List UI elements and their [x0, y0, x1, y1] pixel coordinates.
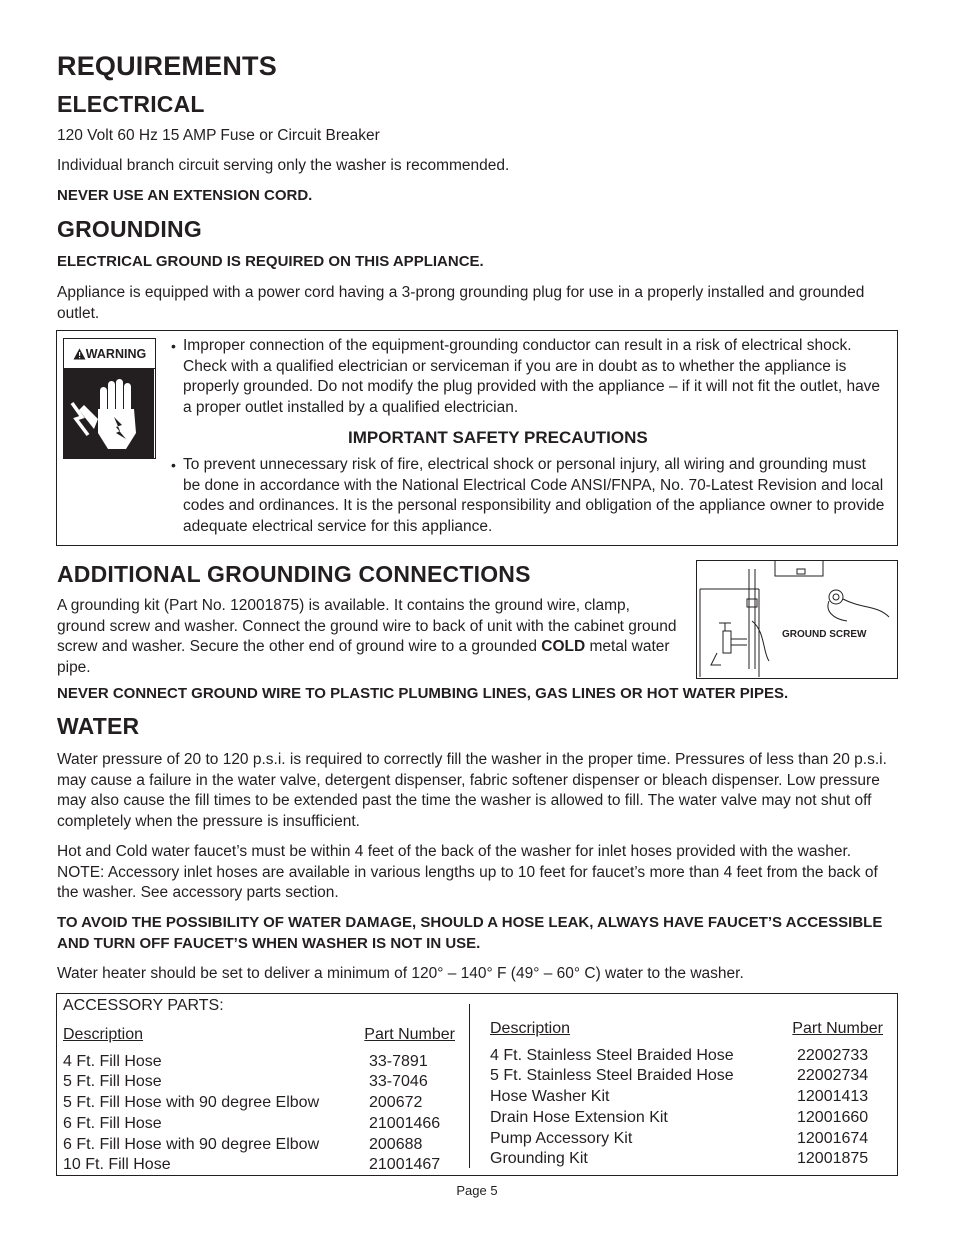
- right-col-part-number: Part Number: [792, 1020, 883, 1037]
- accessory-parts-box: [56, 993, 898, 1176]
- ground-screw-label: GROUND SCREW: [782, 629, 867, 640]
- part-number: 12001875: [797, 1150, 869, 1168]
- part-number: 12001413: [797, 1088, 869, 1106]
- table-row: [63, 1135, 455, 1156]
- accessory-title: ACCESSORY PARTS:: [63, 997, 224, 1014]
- right-col-description: Description: [490, 1020, 571, 1037]
- part-description: Pump Accessory Kit: [490, 1129, 633, 1147]
- table-row: [490, 1066, 883, 1087]
- table-row: [490, 1087, 883, 1108]
- ground-screw-figure: [696, 560, 898, 679]
- table-row: [490, 1108, 883, 1129]
- part-number: 33-7046: [369, 1073, 428, 1091]
- part-description: 4 Ft. Stainless Steel Braided Hose: [490, 1046, 734, 1064]
- table-row: [490, 1129, 883, 1150]
- left-col-part-number: Part Number: [364, 1026, 455, 1043]
- warning-label: WARNING: [85, 346, 147, 361]
- additional-grounding-heading: ADDITIONAL GROUNDING CONNECTIONS: [57, 561, 531, 587]
- ground-screw-illustration: [697, 561, 896, 677]
- part-number: 12001660: [797, 1108, 869, 1126]
- accessory-left-table: [63, 1025, 455, 1176]
- warning-bullet-2: • To prevent unnecessary risk of fire, electrical shock or personal injury, all wiring and grounding must be done in accordance with the National Electrical Code ANSI/FNPA, No. 70-Latest Revision and local codes and ordinances. It is the personal responsibility and obligation of the appliance owner to provide adequate electrical service for this appliance.: [171, 455, 886, 537]
- precautions-heading: IMPORTANT SAFETY PRECAUTIONS: [348, 428, 648, 447]
- alert-triangle-icon: [73, 348, 86, 360]
- part-description: 5 Ft. Fill Hose with 90 degree Elbow: [63, 1094, 320, 1112]
- left-rows: [63, 1052, 455, 1176]
- grounding-heading: GROUNDING: [57, 216, 202, 242]
- warning-bullet-1-text: Improper connection of the equipment-grounding conductor can result in a risk of electrical shock. Check with a qualified electrician or serviceman if you are in doubt as to whether the appliance is properly grounded. Do not modify the plug provided with the appliance – if it will not fit the outlet, have a proper outlet installed by a qualified electrician.: [183, 337, 881, 416]
- water-paragraph-2: Hot and Cold water faucet’s must be within 4 feet of the back of the washer for inlet hoses provided with the washer. NOTE: Accessory inlet hoses are available in various lengths up to 10 feet for faucet’s more than 4 feet from the back of the washer. See accessory parts section.: [57, 843, 878, 901]
- part-description: Hose Washer Kit: [490, 1088, 610, 1106]
- water-paragraph-1: Water pressure of 20 to 120 p.s.i. is required to correctly fill the washer in the proper time. Pressures of less than 20 p.s.i. may cause a failure in the water valve, detergent dispenser, fabric softener dispenser or bleach dispenser. Low pressure may also cause the fill times to be extended past the time the washer is allowed to fill. The water valve may not shut off completely when the pressure is insufficient.: [57, 751, 887, 830]
- part-number: 22002733: [797, 1046, 869, 1064]
- left-col-description: Description: [63, 1026, 144, 1043]
- right-rows: [490, 1046, 883, 1170]
- water-heater-text: Water heater should be set to deliver a minimum of 120° – 140° F (49° – 60° C) water to the washer.: [57, 965, 744, 982]
- part-number: 200688: [369, 1135, 423, 1153]
- table-row: [63, 1155, 455, 1176]
- accessory-right-table: [490, 1019, 883, 1170]
- column-divider: [469, 1004, 470, 1168]
- warning-symbol: [63, 338, 156, 459]
- grounding-required: ELECTRICAL GROUND IS REQUIRED ON THIS APPLIANCE.: [57, 253, 484, 270]
- warning-bullet-2-text: To prevent unnecessary risk of fire, electrical shock or personal injury, all wiring and grounding must be done in accordance with the National Electrical Code ANSI/FNPA, No. 70-Latest Revision and local codes and ordinances. It is the personal responsibility and obligation of the appliance owner to provide adequate electrical service for this appliance.: [183, 456, 885, 535]
- page-title: REQUIREMENTS: [57, 51, 277, 81]
- table-row: [63, 1052, 455, 1073]
- page-number: Page 5: [456, 1183, 498, 1198]
- cold-emphasis: COLD: [541, 638, 586, 655]
- part-number: 22002734: [797, 1067, 869, 1085]
- extension-cord-warning: NEVER USE AN EXTENSION CORD.: [57, 187, 313, 204]
- warning-box: [56, 330, 898, 546]
- table-row: [63, 1114, 455, 1135]
- electrical-line-1: 120 Volt 60 Hz 15 AMP Fuse or Circuit Breaker: [57, 127, 380, 144]
- table-row: [490, 1046, 883, 1067]
- additional-grounding-text: A grounding kit (Part No. 12001875) is available. It contains the ground wire, clamp, ground screw and washer. Connect the ground wire to back of unit with the cabinet ground screw and washer. Secure the other end of ground wire to a grounded COLD metal water pipe.: [57, 597, 677, 676]
- ground-wire-warning: NEVER CONNECT GROUND WIRE TO PLASTIC PLUMBING LINES, GAS LINES OR HOT WATER PIPES.: [57, 685, 789, 702]
- part-description: 6 Ft. Fill Hose with 90 degree Elbow: [63, 1135, 320, 1153]
- water-damage-warning: TO AVOID THE POSSIBILITY OF WATER DAMAGE, SHOULD A HOSE LEAK, ALWAYS HAVE FAUCET’S ACCESSIBLE AND TURN OFF FAUCET’S WHEN WASHER IS NOT IN USE.: [57, 914, 883, 952]
- part-description: Drain Hose Extension Kit: [490, 1108, 668, 1126]
- table-row: [490, 1149, 883, 1170]
- part-number: 21001466: [369, 1114, 441, 1132]
- part-number: 200672: [369, 1094, 423, 1112]
- warning-bullet-1: • Improper connection of the equipment-grounding conductor can result in a risk of electrical shock. Check with a qualified electrician or serviceman if you are in doubt as to whether the appliance is properly grounded. Do not modify the plug provided with the appliance – if it will not fit the outlet, have a proper outlet installed by a qualified electrician.: [171, 336, 886, 418]
- grounding-text: Appliance is equipped with a power cord having a 3-prong grounding plug for use in a properly installed and grounded outlet.: [57, 284, 865, 322]
- part-description: 6 Ft. Fill Hose: [63, 1114, 162, 1132]
- electrical-line-2: Individual branch circuit serving only the washer is recommended.: [57, 157, 510, 174]
- part-number: 33-7891: [369, 1052, 428, 1070]
- part-description: 5 Ft. Stainless Steel Braided Hose: [490, 1067, 734, 1085]
- part-number: 21001467: [369, 1156, 441, 1174]
- part-description: 10 Ft. Fill Hose: [63, 1156, 171, 1174]
- electrical-shock-icon: [64, 369, 154, 458]
- table-row: [63, 1093, 455, 1114]
- part-description: Grounding Kit: [490, 1150, 588, 1168]
- electrical-heading: ELECTRICAL: [57, 91, 205, 117]
- part-description: 5 Ft. Fill Hose: [63, 1073, 162, 1091]
- part-description: 4 Ft. Fill Hose: [63, 1052, 162, 1070]
- table-row: [63, 1072, 455, 1093]
- water-heading: WATER: [57, 713, 140, 739]
- part-number: 12001674: [797, 1129, 869, 1147]
